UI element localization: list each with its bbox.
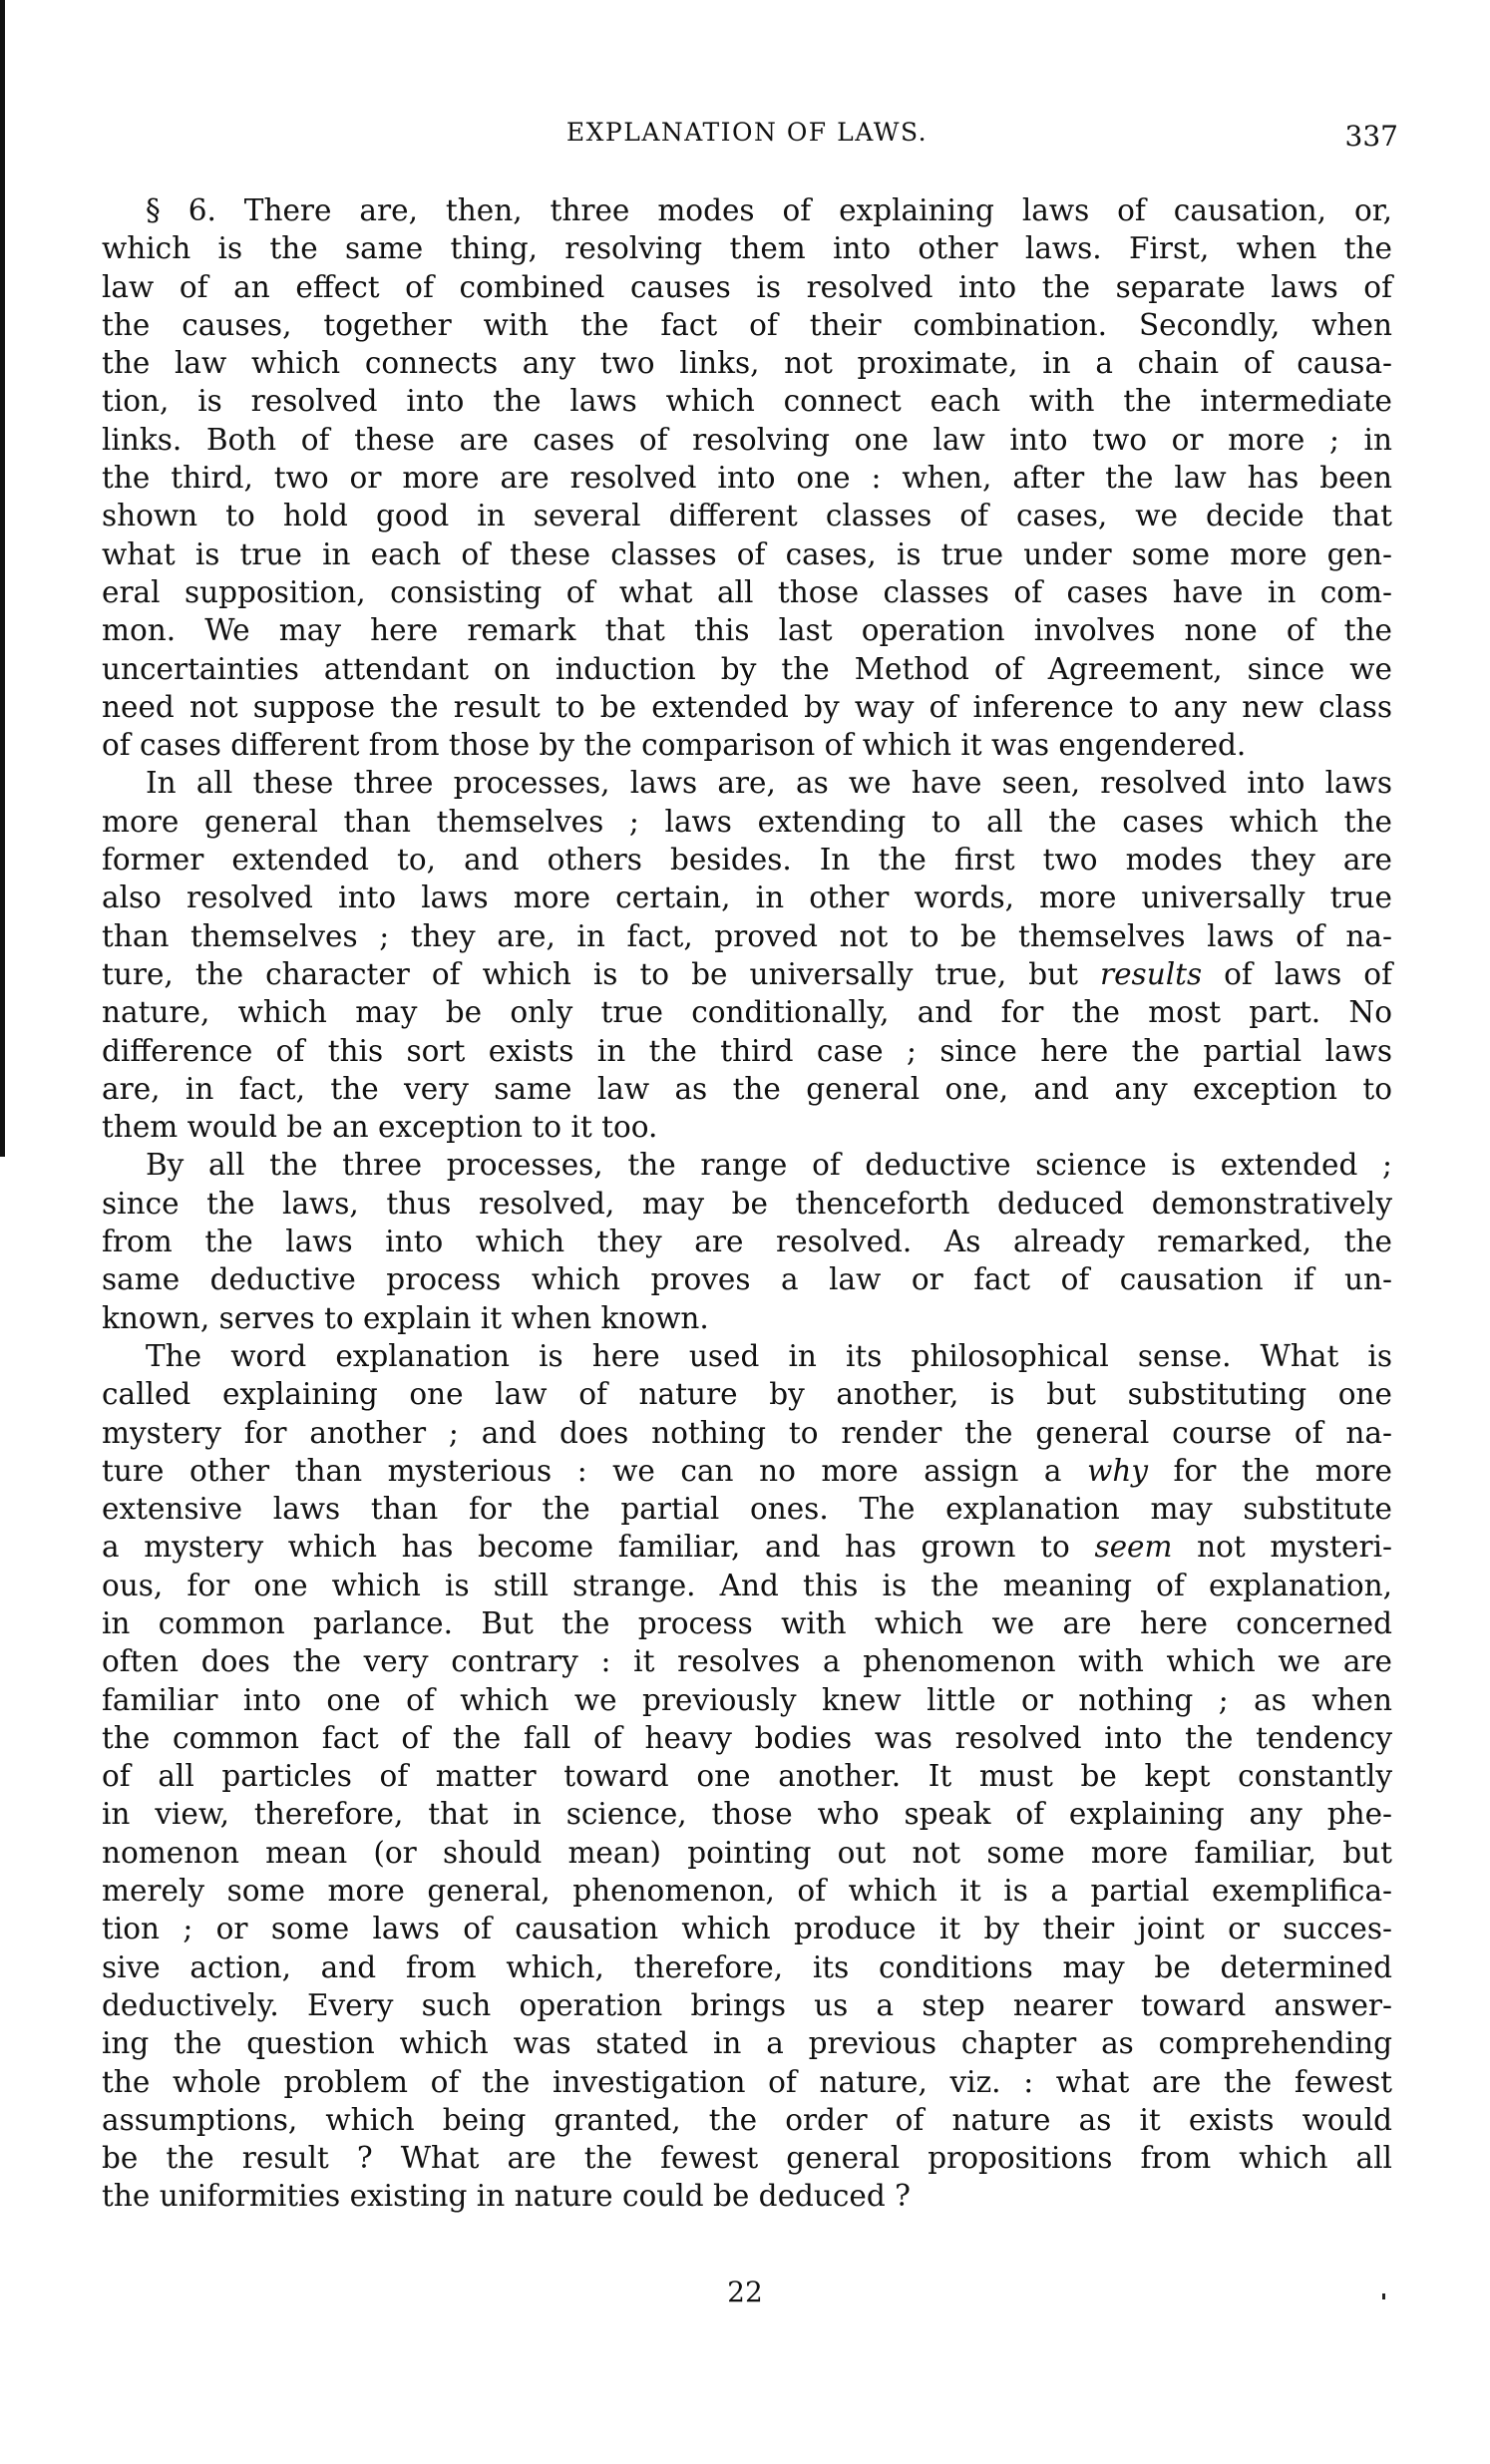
text-line: shown to hold good in several different classes of cases, we decide that bbox=[102, 499, 1392, 533]
text-line: the law which connects any two links, not proximate, in a chain of causa- bbox=[102, 346, 1392, 381]
text-line: familiar into one of which we previously knew little or nothing ; as when bbox=[102, 1682, 1392, 1717]
text-line: of all particles of matter toward one another. It must be kept constantly bbox=[102, 1759, 1392, 1794]
text-line: sive action, and from which, therefore, its conditions may be determined bbox=[102, 1949, 1392, 1984]
text-line: more general than themselves ; laws extending to all the cases which the bbox=[102, 804, 1392, 839]
text-line: in common parlance. But the process with which we are here concerned bbox=[102, 1605, 1392, 1640]
running-header bbox=[102, 118, 1398, 158]
text-line: nomenon mean (or should mean) pointing out not some more familiar, but bbox=[102, 1835, 1392, 1870]
text-line: tion ; or some laws of causation which produce it by their joint or succes- bbox=[102, 1912, 1392, 1946]
text-line: than themselves ; they are, in fact, proved not to be themselves laws of na- bbox=[102, 918, 1392, 953]
text-line: ture other than mysterious : we can no more assign a why for the more bbox=[102, 1453, 1392, 1488]
text-line: ing the question which was stated in a previous chapter as comprehending bbox=[102, 2026, 1392, 2061]
text-line: called explaining one law of nature by another, is but substituting one bbox=[102, 1377, 1392, 1412]
text-line: § 6. There are, then, three modes of explaining laws of causation, or, bbox=[146, 193, 1392, 227]
text-line: the uniformities existing in nature could be deduced ? bbox=[102, 2179, 911, 2214]
text-line: tion, is resolved into the laws which connect each with the intermediate bbox=[102, 384, 1392, 419]
text-line: in view, therefore, that in science, those who speak of explaining any phe- bbox=[102, 1797, 1392, 1832]
text-line: also resolved into laws more certain, in other words, more universally true bbox=[102, 880, 1392, 915]
text-line: the common fact of the fall of heavy bodies was resolved into the tendency bbox=[102, 1720, 1392, 1755]
text-line: assumptions, which being granted, the order of nature as it exists would bbox=[102, 2102, 1392, 2137]
text-line: extensive laws than for the partial ones. The explanation may substitute bbox=[102, 1492, 1392, 1527]
text-line: are, in fact, the very same law as the general one, and any exception to bbox=[102, 1071, 1392, 1106]
body-text bbox=[102, 191, 1392, 2216]
text-line: often does the very contrary : it resolves a phenomenon with which we are bbox=[102, 1644, 1392, 1679]
text-line: By all the three processes, the range of deductive science is extended ; bbox=[146, 1148, 1392, 1183]
text-line: difference of this sort exists in the third case ; since here the partial laws bbox=[102, 1033, 1392, 1068]
text-line: deductively. Every such operation brings us a step nearer toward answer- bbox=[102, 1987, 1392, 2022]
text-line: uncertainties attendant on induction by the Method of Agreement, since we bbox=[102, 651, 1392, 686]
text-line: a mystery which has become familiar, and has grown to seem not mysteri- bbox=[102, 1530, 1392, 1565]
text-line: eral supposition, consisting of what all those classes of cases have in com- bbox=[102, 574, 1392, 609]
text-line: what is true in each of these classes of cases, is true under some more gen- bbox=[102, 536, 1392, 571]
scan-speck bbox=[1382, 2293, 1385, 2299]
text-line: the causes, together with the fact of their combination. Secondly, when bbox=[102, 307, 1392, 342]
text-line: former extended to, and others besides. In the first two modes they are bbox=[102, 843, 1392, 878]
text-line: nature, which may be only true conditionally, and for the most part. No bbox=[102, 995, 1392, 1030]
text-line: The word explanation is here used in its philosophical sense. What is bbox=[146, 1338, 1392, 1373]
text-line: mon. We may here remark that this last operation involves none of the bbox=[102, 613, 1392, 648]
text-line: the third, two or more are resolved into one : when, after the law has been bbox=[102, 461, 1392, 496]
page-number: 337 bbox=[1344, 120, 1398, 153]
text-line: need not suppose the result to be extended by way of inference to any new class bbox=[102, 689, 1392, 724]
text-line: links. Both of these are cases of resolving one law into two or more ; in bbox=[102, 422, 1392, 457]
text-line: since the laws, thus resolved, may be thenceforth deduced demonstratively bbox=[102, 1186, 1392, 1221]
text-line: mystery for another ; and does nothing to render the general course of na- bbox=[102, 1415, 1392, 1450]
running-title: EXPLANATION OF LAWS. bbox=[565, 118, 929, 147]
scan-binding-edge bbox=[0, 0, 5, 1157]
text-line: of cases different from those by the comparison of which it was engendered. bbox=[102, 728, 1247, 763]
text-line: same deductive process which proves a law or fact of causation if un- bbox=[102, 1262, 1392, 1297]
text-line: ous, for one which is still strange. And this is the meaning of explanation, bbox=[102, 1568, 1392, 1602]
text-line: law of an effect of combined causes is resolved into the separate laws of bbox=[102, 269, 1392, 304]
text-line: known, serves to explain it when known. bbox=[102, 1300, 709, 1335]
text-line: the whole problem of the investigation of nature, viz. : what are the fewest bbox=[102, 2064, 1392, 2099]
text-line: be the result ? What are the fewest general propositions from which all bbox=[102, 2141, 1392, 2176]
text-line: from the laws into which they are resolved. As already remarked, the bbox=[102, 1225, 1392, 1259]
text-line: ture, the character of which is to be universally true, but results of laws of bbox=[102, 956, 1392, 991]
text-line: them would be an exception to it too. bbox=[102, 1110, 658, 1145]
text-line: merely some more general, phenomenon, of which it is a partial exemplifica- bbox=[102, 1874, 1392, 1909]
text-line: which is the same thing, resolving them into other laws. First, when the bbox=[102, 231, 1392, 266]
text-line: In all these three processes, laws are, as we have seen, resolved into laws bbox=[146, 766, 1392, 801]
signature-mark: 22 bbox=[727, 2276, 763, 2308]
